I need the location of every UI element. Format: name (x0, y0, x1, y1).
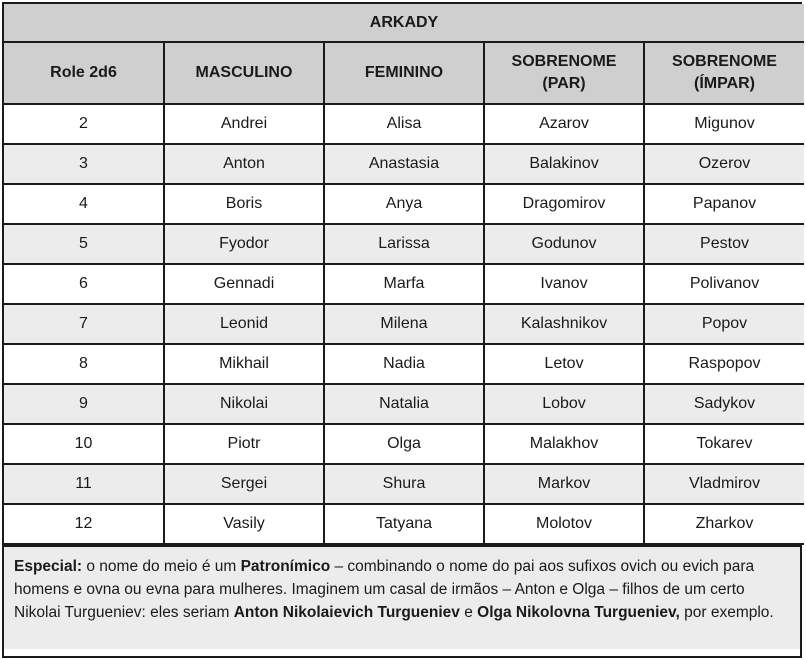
cell-female: Milena (324, 304, 484, 344)
table-row (4, 104, 804, 144)
cell-surname-even: Lobov (484, 384, 644, 424)
cell-surname-even: Azarov (484, 104, 644, 144)
note-term: Patronímico (240, 558, 331, 575)
cell-male: Andrei (164, 104, 324, 144)
note-text-3: e (459, 604, 478, 621)
header-roll: Role 2d6 (4, 42, 164, 104)
cell-roll: 4 (4, 184, 164, 224)
cell-surname-odd: Migunov (644, 104, 804, 144)
header-surname-even (484, 42, 644, 104)
cell-female: Larissa (324, 224, 484, 264)
cell-surname-odd: Sadykov (644, 384, 804, 424)
note-label: Especial: (14, 558, 83, 575)
table-row (4, 144, 804, 184)
cell-roll: 8 (4, 344, 164, 384)
note-example-1: Anton Nikolaievich Turgueniev (233, 604, 460, 621)
cell-male: Fyodor (164, 224, 324, 264)
cell-surname-even: Malakhov (484, 424, 644, 464)
cell-male: Anton (164, 144, 324, 184)
cell-roll: 5 (4, 224, 164, 264)
header-surname-odd-line2: (ÍMPAR) (693, 75, 756, 92)
cell-female: Olga (324, 424, 484, 464)
cell-roll: 7 (4, 304, 164, 344)
cell-roll: 10 (4, 424, 164, 464)
cell-female: Anastasia (324, 144, 484, 184)
note-text-2: – combinando o nome do pai aos sufixos ovich ou evich para homens e ovna ou evna para mulheres. Imaginem um casal de irmãos – Anton e Olga – filhos de um certo Nikolai Turgueniev: eles seriam (14, 558, 755, 621)
table-row (4, 504, 804, 544)
cell-female: Anya (324, 184, 484, 224)
cell-surname-odd: Zharkov (644, 504, 804, 544)
cell-surname-odd: Vladmirov (644, 464, 804, 504)
cell-surname-odd: Tokarev (644, 424, 804, 464)
cell-surname-even: Dragomirov (484, 184, 644, 224)
cell-roll: 6 (4, 264, 164, 304)
cell-female: Alisa (324, 104, 484, 144)
cell-male: Gennadi (164, 264, 324, 304)
cell-male: Piotr (164, 424, 324, 464)
title-row (4, 4, 804, 42)
cell-surname-odd: Polivanov (644, 264, 804, 304)
cell-surname-even: Balakinov (484, 144, 644, 184)
cell-surname-even: Letov (484, 344, 644, 384)
cell-surname-odd: Ozerov (644, 144, 804, 184)
cell-roll: 2 (4, 104, 164, 144)
cell-surname-even: Ivanov (484, 264, 644, 304)
table-row (4, 184, 804, 224)
cell-surname-odd: Papanov (644, 184, 804, 224)
cell-female: Shura (324, 464, 484, 504)
cell-surname-odd: Popov (644, 304, 804, 344)
header-male: MASCULINO (164, 42, 324, 104)
cell-roll: 11 (4, 464, 164, 504)
cell-surname-odd: Raspopov (644, 344, 804, 384)
table-row (4, 424, 804, 464)
cell-male: Leonid (164, 304, 324, 344)
table-row (4, 224, 804, 264)
cell-female: Tatyana (324, 504, 484, 544)
table-row (4, 264, 804, 304)
note-example-2: Olga Nikolovna Turgueniev, (477, 604, 680, 621)
header-row (4, 42, 804, 104)
names-table-card (2, 2, 802, 658)
cell-roll: 3 (4, 144, 164, 184)
header-surname-even-line1: SOBRENOME (511, 53, 617, 70)
note-text-1: o nome do meio é um (82, 558, 241, 575)
cell-male: Mikhail (164, 344, 324, 384)
cell-female: Nadia (324, 344, 484, 384)
header-female: FEMININO (324, 42, 484, 104)
table-row (4, 464, 804, 504)
special-note (4, 545, 800, 649)
names-table (4, 4, 804, 545)
cell-surname-even: Kalashnikov (484, 304, 644, 344)
cell-male: Boris (164, 184, 324, 224)
table-row (4, 344, 804, 384)
note-text-4: por exemplo. (679, 604, 774, 621)
table-row (4, 304, 804, 344)
cell-female: Natalia (324, 384, 484, 424)
header-surname-odd-line1: SOBRENOME (672, 53, 777, 70)
cell-male: Vasily (164, 504, 324, 544)
table-row (4, 384, 804, 424)
cell-male: Sergei (164, 464, 324, 504)
cell-female: Marfa (324, 264, 484, 304)
cell-male: Nikolai (164, 384, 324, 424)
cell-surname-even: Markov (484, 464, 644, 504)
table-title: ARKADY (4, 4, 804, 42)
cell-roll: 12 (4, 504, 164, 544)
header-surname-odd (644, 42, 804, 104)
cell-surname-even: Molotov (484, 504, 644, 544)
cell-surname-even: Godunov (484, 224, 644, 264)
cell-roll: 9 (4, 384, 164, 424)
header-surname-even-line2: (PAR) (542, 75, 586, 92)
cell-surname-odd: Pestov (644, 224, 804, 264)
